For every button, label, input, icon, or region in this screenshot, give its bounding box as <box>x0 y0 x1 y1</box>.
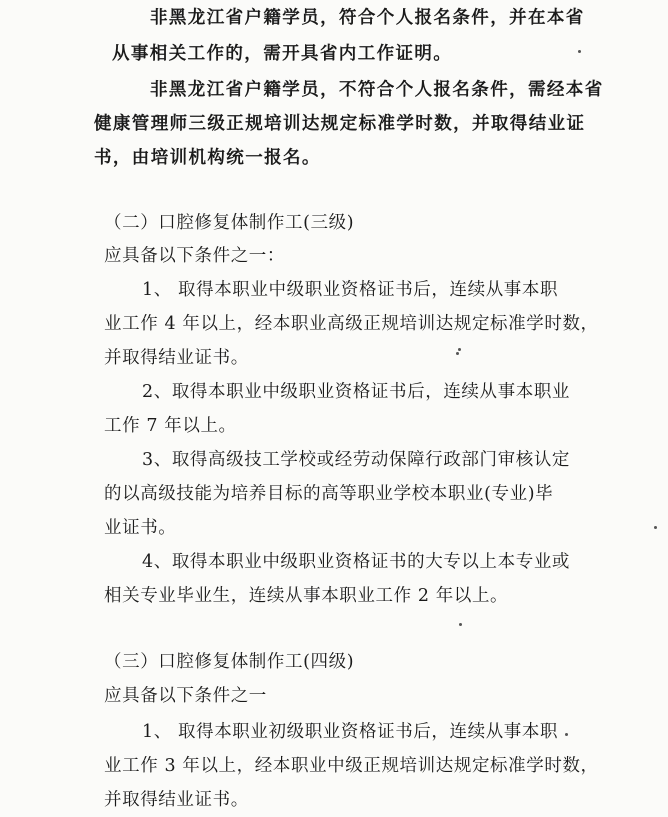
intro-paragraph-2-line-2: 健康管理师三级正规培训达规定标准学时数，并取得结业证 <box>94 114 586 134</box>
level4-item1-line-3: 并取得结业证书。 <box>104 790 249 810</box>
scan-speck <box>654 526 657 529</box>
level3-item3-line-1: 3、取得高级技工学校或经劳动保障行政部门审核认定 <box>142 450 571 470</box>
intro-paragraph-2-line-3: 书，由培训机构统一报名。 <box>94 148 321 168</box>
level4-item1-line-2: 业工作 3 年以上，经本职业中级正规培训达规定标准学时数， <box>104 756 599 776</box>
scan-speck <box>459 623 462 626</box>
section-level4-intro: 应具备以下条件之一 <box>104 686 267 706</box>
level3-item3-line-3: 业证书。 <box>104 518 177 538</box>
level4-item1-line-1: 1、 取得本职业初级职业资格证书后，连续从事本职 <box>142 722 559 742</box>
section-level3-intro: 应具备以下条件之一： <box>104 246 285 266</box>
level3-item2-line-2: 工作 7 年以上。 <box>104 416 237 436</box>
scan-speck <box>565 733 568 736</box>
level3-item3-line-2: 的以高级技能为培养目标的高等职业学校本职业(专业)毕 <box>104 484 554 504</box>
level3-item4-line-2: 相关专业毕业生，连续从事本职业工作 2 年以上。 <box>104 586 509 606</box>
level3-item2-line-1: 2、取得本职业中级职业资格证书后，连续从事本职业 <box>142 382 571 402</box>
scan-speck <box>458 348 461 351</box>
level3-item1-line-1: 1、 取得本职业中级职业资格证书后，连续从事本职 <box>142 280 559 300</box>
scan-speck <box>456 352 459 355</box>
level3-item4-line-1: 4、取得本职业中级职业资格证书的大专以上本专业或 <box>142 552 571 572</box>
intro-paragraph-1-line-1: 非黑龙江省户籍学员，符合个人报名条件，并在本省 <box>150 8 585 28</box>
section-level3-heading: （二）口腔修复体制作工(三级) <box>104 213 355 233</box>
intro-paragraph-2-line-1: 非黑龙江省户籍学员，不符合个人报名条件，需经本省 <box>150 80 604 100</box>
level3-item1-line-2: 业工作 4 年以上，经本职业高级正规培训达规定标准学时数， <box>104 314 599 334</box>
section-level4-heading: （三）口腔修复体制作工(四级) <box>104 652 355 672</box>
level3-item1-line-3: 并取得结业证书。 <box>104 348 249 368</box>
intro-paragraph-1-line-2: 从事相关工作的，需开具省内工作证明。 <box>112 44 453 64</box>
scan-speck <box>578 50 581 53</box>
